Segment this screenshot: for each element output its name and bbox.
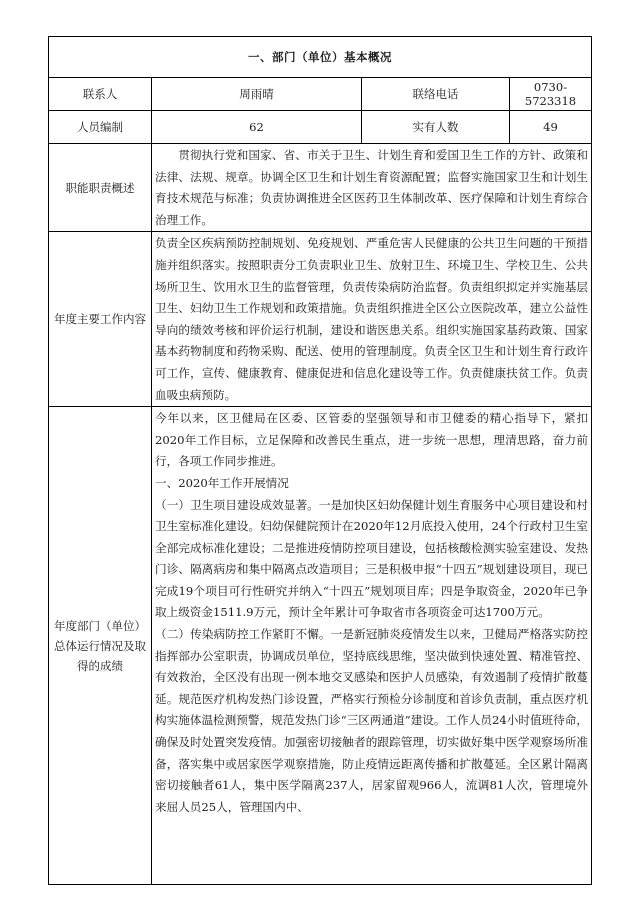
contact-name: 周雨晴 <box>152 78 362 111</box>
basic-info-table <box>48 36 592 885</box>
duties-text: 贯彻执行党和国家、省、市关于卫生、计划生育和爱国卫生工作的方针、政策和法律、法规、规章。协调全区卫生和计划生育资源配置；监督实施国家卫生和计划生育技术规范与标准；负责协调推进全区医药卫生体制改革、医疗保障和计划生育综合治理工作。 <box>155 148 588 227</box>
performance-heading: 一、2020年工作开展情况 <box>155 475 289 490</box>
performance-project-paragraph: （一）卫生项目建设成效显著。一是加快区妇幼保健计划生育服务中心项目建设和村卫生室标准化建设。妇幼保健院预计在2020年12月底投入使用，24个行政村卫生室全部完成标准化建设；二是推进疫情防控项目建设，包括核酸检测实验室建设、发热门诊、隔离病房和集中隔离点改造项目；三是积极申报“十四五”规划建设项目，现已完成19个项目可行性研究并纳入“十四五”规划项目库；四是争取资金，2020年已争取上级资金1511.9万元，预计全年累计可争取省市各项资金可达1700万元。 <box>155 497 588 620</box>
duties-content <box>152 144 592 232</box>
staff-quota-label: 人员编制 <box>49 111 152 144</box>
performance-content <box>152 407 592 885</box>
phone-label: 联络电话 <box>362 78 510 111</box>
performance-epidemic-paragraph: （二）传染病防控工作紧盯不懈。一是新冠肺炎疫情发生以来，卫健局严格落实防控指挥部办公室职责，协调成员单位，坚持底线思维，坚决做到快速处置、精准管控、有效救治，全区没有出现一例本地交叉感染和医护人员感染，有效遏制了疫情扩散蔓延。规范医疗机构发热门诊设置，严格实行预检分诊制度和首诊负责制，重点医疗机构实施体温检测预警，规范发热门诊“三区两通道”建设。工作人员24小时值班待命，确保及时处置突发疫情。加强密切接触者的跟踪管理，切实做好集中医学观察场所准备，落实集中或居家医学观察措施，防止疫情远距离传播和扩散蔓延。全区累计隔离密切接触者61人，集中医学隔离237人，居家留观966人，流调81人次，管理境外来屈人员25人，管理国内中、 <box>155 627 588 814</box>
performance-intro: 今年以来，区卫健局在区委、区管委的坚强领导和市卫健委的精心指导下，紧扣2020年工作目标，立足保障和改善民生重点，进一步统一思想，理清思路，奋力前行，各项工作同步推进。 <box>155 411 588 469</box>
phone-number: 0730-5723318 <box>510 78 592 111</box>
performance-label: 年度部门（单位）总体运行情况及取得的成绩 <box>49 407 152 885</box>
annual-work-content <box>152 232 592 407</box>
actual-staff-label: 实有人数 <box>362 111 510 144</box>
duties-label: 职能职责概述 <box>49 144 152 232</box>
contact-label: 联系人 <box>49 78 152 111</box>
section-title: 一、部门（单位）基本概况 <box>49 37 592 78</box>
actual-staff-value: 49 <box>510 111 592 144</box>
annual-work-label: 年度主要工作内容 <box>49 232 152 407</box>
annual-work-text: 负责全区疾病预防控制规划、免疫规划、严重危害人民健康的公共卫生问题的干预措施并组织落实。按照职责分工负责职业卫生、放射卫生、环境卫生、学校卫生、公共场所卫生、饮用水卫生的监督管理，负责传染病防治监督。负责组织拟定并实施基层卫生、妇幼卫生工作规划和政策措施。负责组织推进全区公立医院改革，建立公益性导向的绩效考核和评价运行机制，建设和谐医患关系。组织实施国家基药政策、国家基本药物制度和药物采购、配送、使用的管理制度。负责全区卫生和计划生育行政许可工作，宣传、健康教育、健康促进和信息化建设等工作。负责健康扶贫工作。负责血吸虫病预防。 <box>155 236 588 402</box>
staff-quota-value: 62 <box>152 111 362 144</box>
